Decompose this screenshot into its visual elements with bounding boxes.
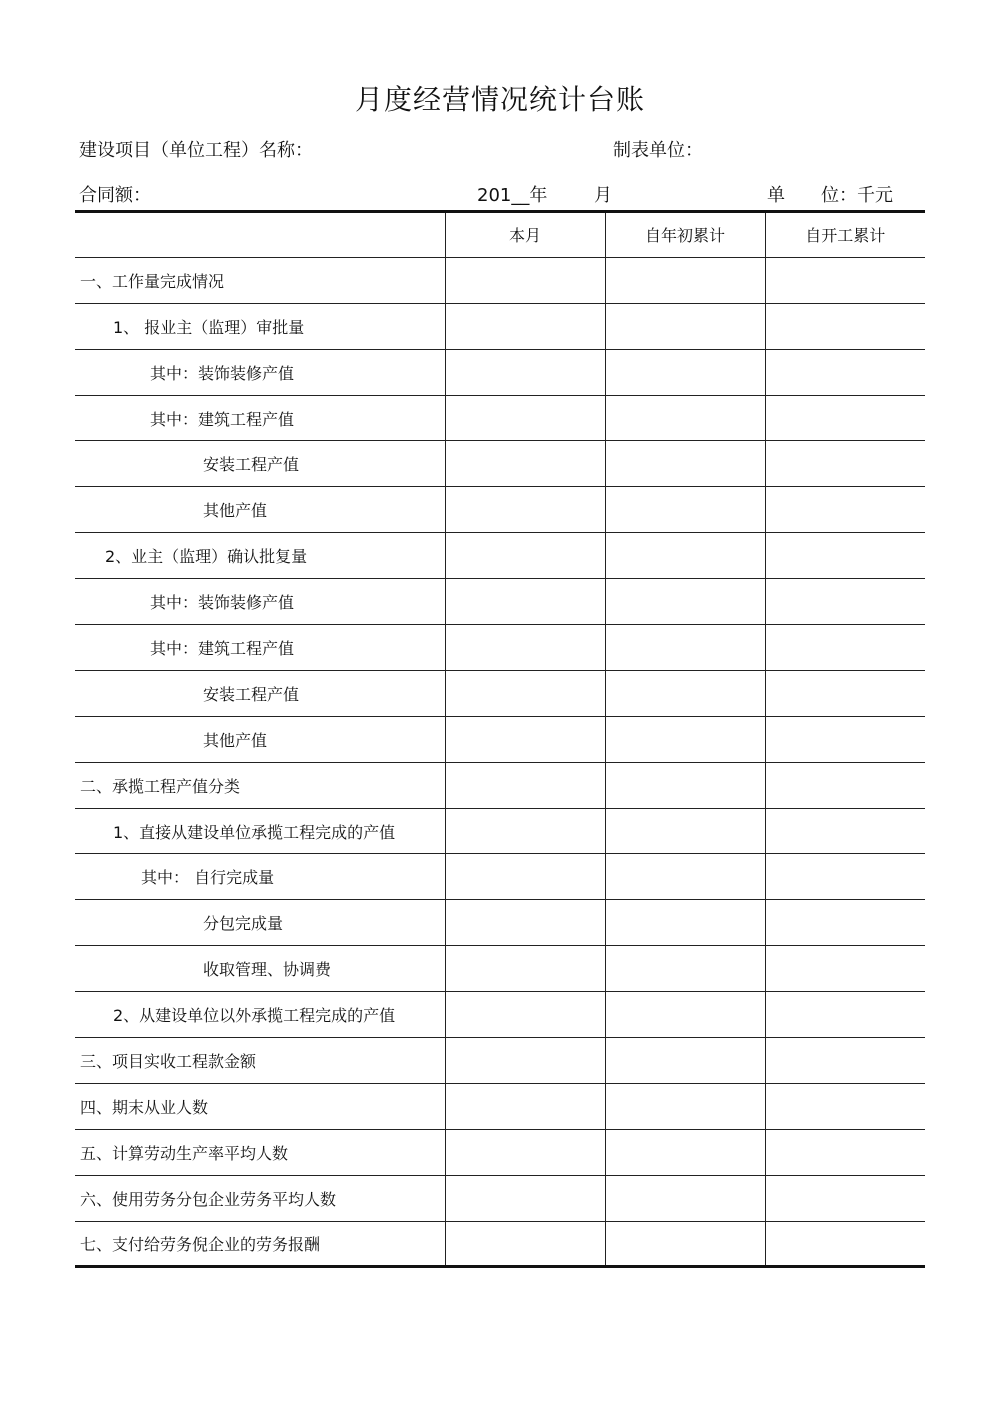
year-to-date-cell[interactable] <box>605 625 765 671</box>
this-month-cell[interactable] <box>445 395 605 441</box>
since-start-cell[interactable] <box>765 716 925 762</box>
since-start-cell[interactable] <box>765 992 925 1038</box>
table-row <box>75 992 925 1038</box>
year-to-date-cell[interactable] <box>605 854 765 900</box>
year-to-date-cell[interactable] <box>605 670 765 716</box>
this-month-cell[interactable] <box>445 487 605 533</box>
since-start-cell[interactable] <box>765 625 925 671</box>
since-start-cell[interactable] <box>765 533 925 579</box>
since-start-cell[interactable] <box>765 257 925 303</box>
row-label: 四、期末从业人数 <box>75 1083 445 1129</box>
table-row <box>75 900 925 946</box>
year-to-date-cell[interactable] <box>605 992 765 1038</box>
year-to-date-cell[interactable] <box>605 1038 765 1084</box>
this-month-cell[interactable] <box>445 1175 605 1221</box>
row-label: 其他产值 <box>75 487 445 533</box>
year-to-date-cell[interactable] <box>605 395 765 441</box>
row-label: 其中：装饰装修产值 <box>75 349 445 395</box>
year-to-date-cell[interactable] <box>605 487 765 533</box>
year-to-date-cell[interactable] <box>605 349 765 395</box>
since-start-cell[interactable] <box>765 900 925 946</box>
this-month-cell[interactable] <box>445 303 605 349</box>
this-month-cell[interactable] <box>445 716 605 762</box>
year-to-date-cell[interactable] <box>605 303 765 349</box>
row-label: 六、使用劳务分包企业劳务平均人数 <box>75 1175 445 1221</box>
since-start-cell[interactable] <box>765 441 925 487</box>
since-start-cell[interactable] <box>765 1175 925 1221</box>
table-header-row <box>75 212 925 258</box>
year-to-date-cell[interactable] <box>605 579 765 625</box>
page-title: 月度经营情况统计台账 <box>354 83 645 116</box>
since-start-cell[interactable] <box>765 487 925 533</box>
row-label: 其中： 自行完成量 <box>75 854 445 900</box>
this-month-cell[interactable] <box>445 441 605 487</box>
table-row <box>75 441 925 487</box>
year-to-date-cell[interactable] <box>605 808 765 854</box>
since-start-cell[interactable] <box>765 808 925 854</box>
this-month-cell[interactable] <box>445 1083 605 1129</box>
table-row <box>75 1221 925 1267</box>
year-to-date-cell[interactable] <box>605 762 765 808</box>
table-row <box>75 1083 925 1129</box>
since-start-cell[interactable] <box>765 303 925 349</box>
row-label: 一、工作量完成情况 <box>75 257 445 303</box>
year-to-date-cell[interactable] <box>605 716 765 762</box>
row-label: 五、计算劳动生产率平均人数 <box>75 1129 445 1175</box>
table-row <box>75 1129 925 1175</box>
this-month-cell[interactable] <box>445 1129 605 1175</box>
table-row <box>75 579 925 625</box>
this-month-cell[interactable] <box>445 762 605 808</box>
project-name-label: 建设项目（单位工程）名称： <box>79 140 313 161</box>
table-row <box>75 257 925 303</box>
since-start-cell[interactable] <box>765 349 925 395</box>
this-month-cell[interactable] <box>445 1038 605 1084</box>
table-row <box>75 1175 925 1221</box>
year-to-date-cell[interactable] <box>605 1175 765 1221</box>
this-month-cell[interactable] <box>445 946 605 992</box>
table-row <box>75 808 925 854</box>
row-label: 二、承揽工程产值分类 <box>75 762 445 808</box>
table-row <box>75 946 925 992</box>
row-label: 2、从建设单位以外承揽工程完成的产值 <box>75 992 445 1038</box>
row-label: 七、支付给劳务倪企业的劳务报酬 <box>75 1221 445 1267</box>
since-start-cell[interactable] <box>765 395 925 441</box>
column-header-since-start: 自开工累计 <box>765 212 925 258</box>
column-header-this-month: 本月 <box>445 212 605 258</box>
row-label: 收取管理、协调费 <box>75 946 445 992</box>
row-label: 1、直接从建设单位承揽工程完成的产值 <box>75 808 445 854</box>
month-label: 月 <box>594 185 612 206</box>
table-row <box>75 395 925 441</box>
this-month-cell[interactable] <box>445 533 605 579</box>
since-start-cell[interactable] <box>765 1129 925 1175</box>
table-row <box>75 1038 925 1084</box>
table-row <box>75 487 925 533</box>
table-row <box>75 303 925 349</box>
statistics-table <box>75 210 925 1268</box>
table-row <box>75 716 925 762</box>
row-label: 其中：建筑工程产值 <box>75 395 445 441</box>
year-to-date-cell[interactable] <box>605 1129 765 1175</box>
year-to-date-cell[interactable] <box>605 1221 765 1267</box>
year-to-date-cell[interactable] <box>605 946 765 992</box>
since-start-cell[interactable] <box>765 1083 925 1129</box>
this-month-cell[interactable] <box>445 625 605 671</box>
this-month-cell[interactable] <box>445 900 605 946</box>
this-month-cell[interactable] <box>445 257 605 303</box>
this-month-cell[interactable] <box>445 808 605 854</box>
since-start-cell[interactable] <box>765 1038 925 1084</box>
row-label: 其中：装饰装修产值 <box>75 579 445 625</box>
unit-label: 单 位：千元 <box>767 185 893 206</box>
row-label: 其中：建筑工程产值 <box>75 625 445 671</box>
since-start-cell[interactable] <box>765 854 925 900</box>
row-label: 1、 报业主（监理）审批量 <box>75 303 445 349</box>
this-month-cell[interactable] <box>445 1221 605 1267</box>
table-row <box>75 670 925 716</box>
since-start-cell[interactable] <box>765 946 925 992</box>
year-to-date-cell[interactable] <box>605 1083 765 1129</box>
this-month-cell[interactable] <box>445 579 605 625</box>
table-row <box>75 762 925 808</box>
column-header-item <box>75 212 445 258</box>
year-to-date-cell[interactable] <box>605 441 765 487</box>
column-header-year-to-date: 自年初累计 <box>605 212 765 258</box>
since-start-cell[interactable] <box>765 579 925 625</box>
this-month-cell[interactable] <box>445 670 605 716</box>
this-month-cell[interactable] <box>445 992 605 1038</box>
this-month-cell[interactable] <box>445 854 605 900</box>
since-start-cell[interactable] <box>765 1221 925 1267</box>
year-to-date-cell[interactable] <box>605 257 765 303</box>
this-month-cell[interactable] <box>445 349 605 395</box>
contract-amount-label: 合同额： <box>79 185 151 206</box>
since-start-cell[interactable] <box>765 670 925 716</box>
year-label: 201__年 <box>477 185 548 206</box>
table-row <box>75 625 925 671</box>
row-label: 2、业主（监理）确认批复量 <box>75 533 445 579</box>
row-label: 安装工程产值 <box>75 441 445 487</box>
year-to-date-cell[interactable] <box>605 533 765 579</box>
table-row <box>75 349 925 395</box>
row-label: 其他产值 <box>75 716 445 762</box>
row-label: 安装工程产值 <box>75 670 445 716</box>
table-row <box>75 854 925 900</box>
table-row <box>75 533 925 579</box>
since-start-cell[interactable] <box>765 762 925 808</box>
year-to-date-cell[interactable] <box>605 900 765 946</box>
row-label: 三、项目实收工程款金额 <box>75 1038 445 1084</box>
prepared-by-label: 制表单位： <box>613 140 703 161</box>
row-label: 分包完成量 <box>75 900 445 946</box>
